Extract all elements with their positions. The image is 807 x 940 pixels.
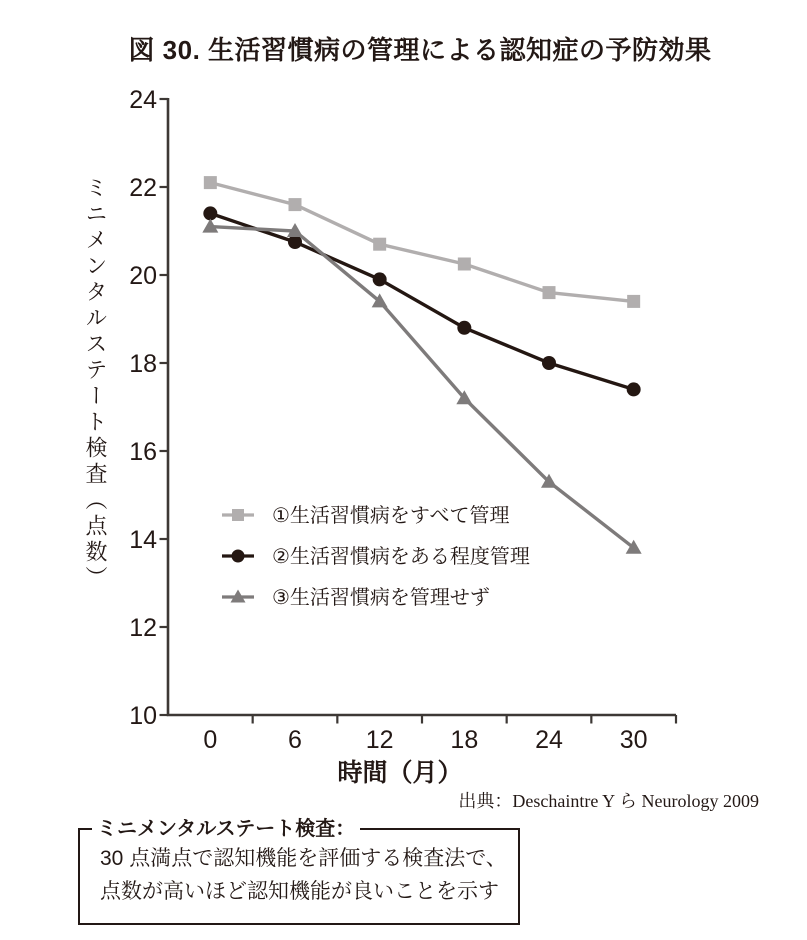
square-marker bbox=[204, 176, 217, 189]
x-tick-label: 0 bbox=[203, 726, 218, 754]
square-marker bbox=[373, 238, 386, 251]
mmse-info-box-line-1: 30 点満点で認知機能を評価する検査法で、 bbox=[100, 847, 507, 870]
mmse-info-box-heading: ミニメンタルステート検査： bbox=[92, 816, 360, 842]
circle-marker bbox=[203, 206, 217, 220]
y-tick-label: 12 bbox=[129, 614, 157, 642]
x-tick-label: 18 bbox=[450, 726, 479, 754]
legend-item-2 bbox=[222, 545, 530, 568]
series-line bbox=[210, 227, 633, 548]
y-tick-label: 24 bbox=[129, 86, 157, 114]
mmse-info-box-line-2: 点数が高いほど認知機能が良いことを示す bbox=[100, 880, 499, 903]
square-marker bbox=[543, 286, 556, 299]
legend-label: ②生活習慣病をある程度管理 bbox=[272, 546, 530, 568]
square-marker bbox=[627, 295, 640, 308]
y-tick-label: 18 bbox=[129, 350, 157, 378]
square-marker bbox=[458, 258, 471, 271]
chart-legend bbox=[222, 504, 530, 609]
circle-marker bbox=[232, 550, 245, 563]
y-tick-label: 16 bbox=[129, 438, 157, 466]
y-tick-label: 10 bbox=[129, 702, 157, 730]
x-tick-label: 6 bbox=[288, 726, 302, 754]
y-axis-title: ミニメンタルステート検査（点数） bbox=[83, 176, 108, 592]
series-line bbox=[210, 183, 633, 302]
legend-item-1 bbox=[222, 504, 510, 527]
x-tick-label: 12 bbox=[365, 726, 394, 754]
x-axis-title: 時間（月） bbox=[337, 759, 463, 787]
figure-title: 図 30. 生活習慣病の管理による認知症の予防効果 bbox=[128, 35, 712, 65]
square-marker bbox=[232, 509, 244, 521]
series-line bbox=[210, 213, 633, 389]
mmse-info-box bbox=[78, 818, 520, 925]
series-3 bbox=[202, 219, 641, 554]
square-marker bbox=[289, 198, 302, 211]
y-tick-label: 14 bbox=[129, 526, 157, 554]
x-tick-label: 30 bbox=[619, 726, 648, 754]
circle-marker bbox=[627, 382, 641, 396]
circle-marker bbox=[373, 272, 387, 286]
x-axis-ticks bbox=[203, 715, 676, 754]
series-2 bbox=[203, 206, 640, 396]
circle-marker bbox=[457, 321, 471, 335]
legend-label: ①生活習慣病をすべて管理 bbox=[272, 505, 510, 527]
y-tick-label: 20 bbox=[129, 262, 157, 290]
legend-label: ③生活習慣病を管理せず bbox=[272, 587, 490, 609]
x-tick-label: 24 bbox=[535, 726, 563, 754]
y-tick-label: 22 bbox=[129, 174, 157, 202]
series-1 bbox=[204, 176, 640, 308]
y-axis-ticks bbox=[129, 86, 168, 730]
source-note: 出典：Deschaintre Y ら Neurology 2009 bbox=[458, 791, 759, 811]
circle-marker bbox=[542, 356, 556, 370]
legend-item-3 bbox=[222, 586, 490, 609]
